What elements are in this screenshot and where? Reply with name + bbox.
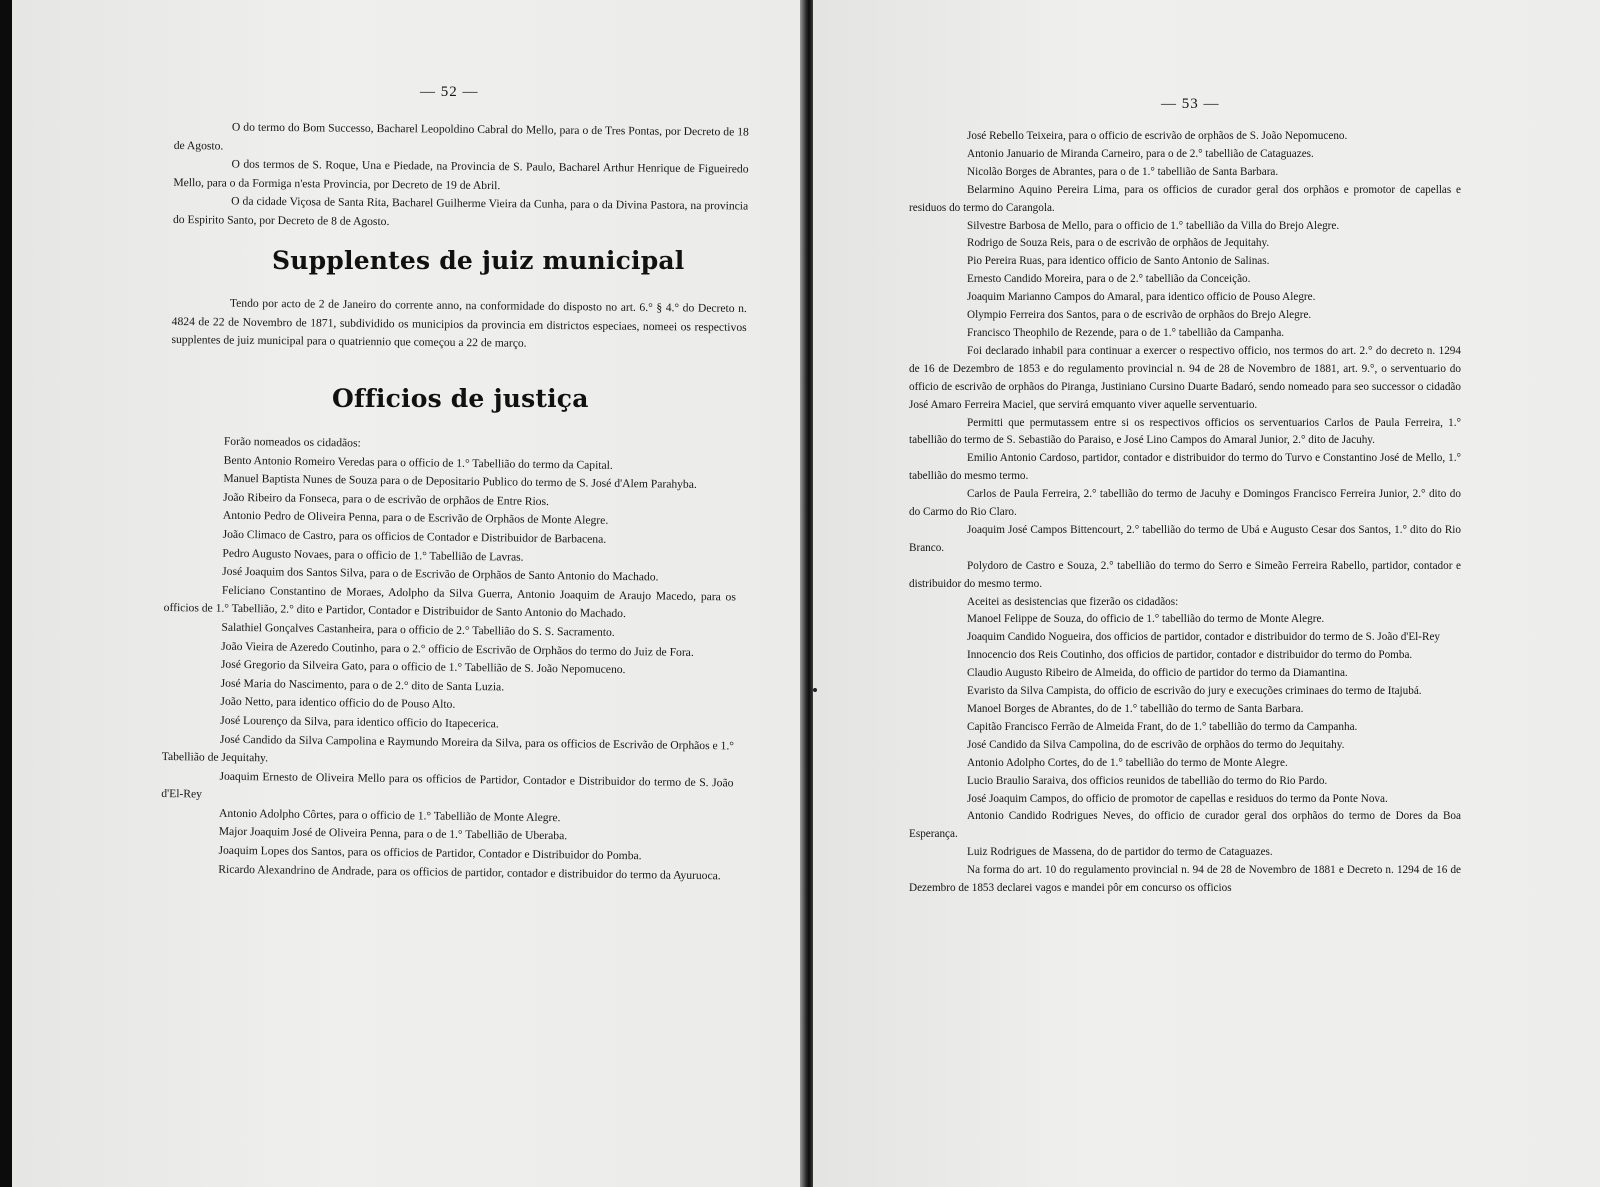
paragraph: Nicolão Borges de Abrantes, para o de 1.° tabellião de Santa Barbara. [967,165,1279,178]
paragraph: Antonio Pedro de Oliveira Penna, para o de Escrivão de Orphãos de Monte Alegre. [222,509,609,528]
paragraph: João Ribeiro da Fonseca, para o de escrivão de orphãos de Entre Rios. [223,490,550,508]
paragraph: José Rebello Teixeira, para o officio de escrivão de orphãos de S. João Nepomuceno. [967,130,1348,142]
section-heading-supplentes: Supplentes de juiz municipal [272,246,685,275]
paragraph: Bento Antonio Romeiro Veredas para o officio de 1.° Tabellião do termo da Capital. [223,453,613,472]
paragraph: José Gregorio da Silveira Gato, para o officio de 1.° Tabellião de S. João Nepomuceno. [220,657,626,677]
intro-text [173,118,749,235]
paragraph: O da cidade Viçosa de Santa Rita, Bacharel Guilherme Vieira da Cunha, para o da Divina Pastora, na provincia do Espirito Santo, por Decreto de 8 de Agosto. [172,194,749,229]
paragraph: Pedro Augusto Novaes, para o officio de 1.° Tabellião de Lavras. [222,546,524,564]
paragraph: O do termo do Bom Successo, Bacharel Leopoldino Cabral do Mello, para o de Tres Pontas, por Decreto de 18 de Agosto. [173,120,749,153]
paragraph: Lucio Braulio Saraiva, dos officios reunidos de tabellião do termo do Rio Pardo. [967,774,1328,787]
paragraph: Joaquim José Campos Bittencourt, 2.° tabellião do termo de Ubá e Augusto Cesar dos Santos, 1.° dito do Rio Branco. [909,523,1461,554]
paragraph: Pio Pereira Ruas, para identico officio de Santo Antonio de Salinas. [967,255,1270,268]
paragraph: Antonio Candido Rodrigues Neves, do officio de curador geral dos orphãos do termo de Dores da Boa Esperança. [909,810,1461,841]
paragraph: Major Joaquim José de Oliveira Penna, para o de 1.° Tabellião de Uberaba. [218,825,568,843]
page-number: — 53 — [1161,96,1220,112]
paragraph: Manoel Felippe de Souza, do officio de 1.° tabellião do termo de Monte Alegre. [967,613,1325,626]
paragraph: Olympio Ferreira dos Santos, para o de escrivão de orphãos do Brejo Alegre. [967,309,1312,322]
paragraph: Forão nomeados os cidadãos: [223,434,361,450]
paragraph: João Climaco de Castro, para os officios de Contador e Distribuidor de Barbacena. [222,527,607,546]
decorative-dot [813,688,817,692]
paragraph: Emilio Antonio Cardoso, partidor, contador e distribuidor do termo do Turvo e Constantino José de Mello, 1.° tabellião do mesmo termo. [909,452,1461,483]
paragraph: Feliciano Constantino de Moraes, Adolpho da Silva Guerra, Antonio Joaquim de Araujo Macedo, para os officios de 1.° Tabellião, 2.° dito e Partidor, Contador e Distribuidor de Santo Antonio do Machado. [163,583,736,621]
right-page-text [909,128,1461,898]
paragraph: João Netto, para identico officio do de Pouso Alto. [220,695,456,712]
paragraph: Evaristo da Silva Campista, do officio de escrivão do jury e execuções criminaes do termo de Itajubá. [967,685,1422,698]
paragraph: Belarmino Aquino Pereira Lima, para os officios de curador geral dos orphãos e promotor de capellas e residuos do termo do Carangola. [909,183,1461,214]
paragraph: José Joaquim Campos, do officio de promotor de capellas e residuos do termo da Ponte Nova. [967,792,1388,805]
paragraph: Carlos de Paula Ferreira, 2.° tabellião do termo de Jacuhy e Domingos Francisco Ferreira Junior, 2.° dito do do Carmo do Rio Claro. [909,488,1461,519]
paragraph: Ernesto Candido Moreira, para o de 2.° tabellião da Conceição. [967,273,1251,286]
paragraph: O dos termos de S. Roque, Una e Piedade, na Provincia de S. Paulo, Bacharel Arthur Henrique de Figueiredo Mello, para o da Formiga n'esta Provincia, por Decreto de 19 de Abril. [173,157,749,192]
paragraph: Salathiel Gonçalves Castanheira, para o officio de 2.° Tabellião do S. S. Sacramento. [221,620,615,639]
paragraph: Antonio Adolpho Côrtes, para o officio de 1.° Tabellião de Monte Alegre. [218,806,561,825]
section-heading-officios: Officios de justiça [332,384,589,413]
paragraph: Joaquim Marianno Campos do Amaral, para identico officio de Pouso Alegre. [967,291,1316,304]
paragraph: Na forma do art. 10 do regulamento provincial n. 94 de 28 de Novembro de 1881 e Decreto n. 1294 de 16 de Dezembro de 1853 declarei vagos e mandei pôr em concurso os officios [909,864,1461,895]
paragraph: José Candido da Silva Campolina, do de escrivão de orphãos do termo do Jequitahy. [967,738,1345,751]
paragraph: Innocencio dos Reis Coutinho, dos officios de partidor, contador e distribuidor do termo do Pomba. [967,649,1413,662]
paragraph: Capitão Francisco Ferrão de Almeida Frant, do de 1.° tabellião do termo da Campanha. [967,720,1358,733]
paragraph: Aceitei as desistencias que fizerão os cidadãos: [967,595,1179,608]
paragraph: Antonio Januario de Miranda Carneiro, para o de 2.° tabellião de Cataguazes. [967,147,1314,160]
paragraph: José Maria do Nascimento, para o de 2.° dito de Santa Luzia. [220,676,505,694]
paragraph: Claudio Augusto Ribeiro de Almeida, do officio de partidor do termo da Diamantina. [967,667,1348,680]
paragraph: Antonio Adolpho Cortes, do de 1.° tabellião do termo de Monte Alegre. [967,756,1288,769]
officios-text [160,432,738,886]
paragraph: Manoel Borges de Abrantes, do de 1.° tabellião do termo de Santa Barbara. [967,703,1304,715]
paragraph: Francisco Theophilo de Rezende, para o de 1.° tabellião da Campanha. [967,326,1285,339]
paragraph: João Vieira de Azeredo Coutinho, para o 2.° officio de Escrivão de Orphãos do termo do Juiz de Fora. [221,639,694,659]
paragraph: Joaquim Lopes dos Santos, para os officios de Partidor, Contador e Distribuidor do Pomba. [218,843,642,863]
paragraph: Manuel Baptista Nunes de Souza para o de Depositario Publico do termo de S. José d'Alem Parahyba. [223,471,697,492]
paragraph: Polydoro de Castro e Souza, 2.° tabellião do termo do Serro e Simeão Ferreira Rabello, partidor, contador e distribuidor do mesmo termo. [909,559,1461,590]
paragraph: José Candido da Silva Campolina e Raymundo Moreira da Silva, para os officios de Escrivão de Orphãos e 1.° Tabellião de Jequitahy. [161,732,735,765]
paragraph: Rodrigo de Souza Reis, para o de escrivão de orphãos de Jequitahy. [967,237,1270,250]
page-number: — 52 — [420,84,479,100]
paragraph: Joaquim Ernesto de Oliveira Mello para os officios de Partidor, Contador e Distribuidor do termo de S. João d'El-Rey [161,769,734,801]
paragraph: Tendo por acto de 2 de Janeiro do corrente anno, na conformidade do disposto no art. 6.° § 4.° do Decreto n. 4824 de 22 de Novembro de 1871, subdividido os municipios da provincia em districtos especiaes, nomeei os respectivos supplentes de juiz municipal para o quatriennio que começou a 22 de março. [171,296,747,350]
left-page [12,0,807,1187]
paragraph: Foi declarado inhabil para continuar a exercer o respectivo officio, nos termos do art. 2.° do decreto n. 1294 de 16 de Dezembro de 1853 e do regulamento provincial n. 94 de 28 de Novembro de 1881, art. 9.°, o serventuario do officio de escrivão de orphãos do Piranga, Justiniano Cursino Duarte Badaró, sendo nomeado para seo successor o cidadão José Amaro Ferreira Maciel, que servirá emquanto viver aquelle serventuario. [909,344,1461,411]
right-page [813,0,1600,1187]
paragraph: Ricardo Alexandrino de Andrade, para os officios de partidor, contador e distribuidor do termo da Ayuruoca. [218,862,721,882]
paragraph: Silvestre Barbosa de Mello, para o officio de 1.° tabellião da Villa do Brejo Alegre. [967,219,1340,232]
paragraph: Joaquim Candido Nogueira, dos officios de partidor, contador e distribuidor do termo de S. João d'El-Rey [967,631,1441,644]
paragraph: Permitti que permutassem entre si os respectivos officios os serventuarios Carlos de Paula Ferreira, 1.° tabellião do termo de S. Sebastião do Paraiso, e José Lino Campos do Amaral Junior, 2.° dito de Jacuhy. [909,416,1461,447]
paragraph: Luiz Rodrigues de Massena, do de partidor do termo de Cataguazes. [967,846,1273,859]
paragraph: José Lourenço da Silva, para identico officio do Itapecerica. [220,713,499,731]
supplentes-text [171,294,747,356]
paragraph: José Joaquim dos Santos Silva, para o de Escrivão de Orphãos de Santo Antonio do Machado. [222,564,659,584]
